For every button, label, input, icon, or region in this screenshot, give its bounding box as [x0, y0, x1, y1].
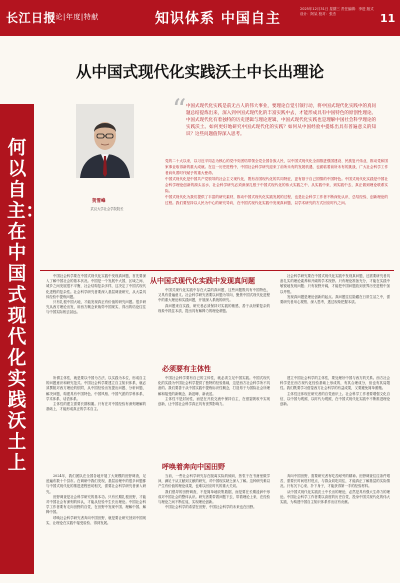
body-paragraph: 建立中国社会科学的主体性，要处理好中国与西方的关系。西方社会科学是在西方现代化经验基础上形成的，有其合理成分，但也有其局限性。我们既要学习借鉴西方社会科学的有益成果，又要避免简单照搬。: [280, 376, 390, 391]
body-paragraph: 2024年，我们团队在全国各地开展了大规模的田野调查，足迹遍布数十个县市。在调研中我们发现，基层治理中的很多问题都与中国式现代化的推进进程密切相关，需要社会科学研究者深入研究。: [46, 474, 146, 494]
body-paragraph: 我们倡导的田野调查，不是简单地收集数据，而是要在长期浸润中形成对中国社会的整体认识。研究者要带着问题下去，带着理论上来，在经验与理论之间不断往返，实现理论创新。: [158, 489, 270, 505]
body-paragraph: 中国式现代化实践中存在大量的真问题，这些问题既具有中国特色，又具有普遍意义。社会科学研究者要以问题为导向，聚焦中国式现代化进程中的重大理论和实践问题，开展深入系统的研究。: [158, 288, 270, 303]
body-column: [158, 288, 270, 362]
lead-paragraph: 党的二十大以来，以习近平同志为核心的党中央团结带领全党全国各族人民，以中国式现代化全面推进强国建设、民族复兴伟业，推动党和国家事业取得新的重大成就。在这一历史进程中，中国社会科学研究迎来了前所未有的发展机遇，也面临着前所未有的挑战，广大社会科学工作者肩负着时代赋予的重大使命。: [165, 159, 388, 175]
intro-summary: 中国式现代化实践是前无古人的伟大事业，要理论自觉引领行动，将中国式现代化实践中的真问题总结提炼出来，深入到中国式现代化的丰富实践中去，才能形成具有中国特色的原创性理论。中国式现代化有着独特的历史逻辑与理论逻辑，中国式现代化实践也是理解中国社会科学理论的实践沃土。如何更好地研究中国式现代化的实践？如何从中国经验中提炼出具有普遍意义的知识？这些问题值得深入思考。: [186, 104, 376, 137]
body-paragraph: 发现真问题是理论创新的起点。真问题往往隐藏在日常生活之中，需要研究者用心观察、深入思考，透过现象把握本质。: [280, 294, 390, 305]
body-paragraph: 主体性不是封闭性，而是在开放交流中保持自主，在借鉴吸收中实现创新，让中国社会科学真正具有世界影响力。: [158, 396, 270, 407]
section-divider: [40, 270, 394, 271]
portrait-image: [76, 104, 134, 178]
body-paragraph: 当前，一些社会科学研究存在脱离实际的倾向，热衷于在书斋里做学问，满足于从文献到文献的研究，对中国现实缺乏深入了解。这种研究难以产生有价值的理论成果，也难以回应时代的重大关切。: [158, 474, 270, 489]
column-title: 知识体系 中国自主: [155, 11, 281, 27]
lead-paragraph: 中国式现代化为我们提供了丰富的研究素材，推动中国式现代化实践发展的过程，也是社会科学工作者不断深化认识、总结经验、创新理论的过程。我们要坚持以人民为中心的研究导向，在中国式现代化实践中发现真问题，以学术研究的方式回应时代之问。: [165, 195, 388, 205]
body-paragraph: 从中国式现代化实践沃土中长出的理论，必然是具有强大生命力的理论。中国社会科学工作者要以高度的历史自觉，投身中国式现代化的伟大实践，为构建中国自主知识体系作出应有贡献。: [280, 489, 390, 505]
subheading-3: 呼唤着奔向中国田野: [162, 462, 225, 471]
subheading-1: 从中国式现代化实践中发现真问题: [150, 276, 255, 285]
body-paragraph: 田野调查是社会科学研究的基本功。只有长期扎根田野，才能对中国社会有深刻的体认，才能从经验中生长出理论。中国社会科学工作者要有走向田野的自觉，在田野中发现中国、理解中国、解释中国。: [46, 494, 146, 515]
author-title: 武汉大学社会学院院长: [90, 207, 124, 211]
body-column: [158, 376, 270, 460]
lead-section: [165, 158, 388, 206]
quote-mark-icon: “: [172, 93, 187, 126]
issue-meta: 2025年12月31日 星期三 责任编辑：李进 版式设计：阿呆 校对：张杰: [300, 7, 374, 16]
author-portrait: [76, 104, 134, 178]
body-column: [46, 474, 146, 576]
body-column: [280, 474, 390, 576]
body-column: [46, 274, 146, 362]
body-paragraph: 真问题来自实践，研究者必须保持对实践的敏感，善于从纷繁复杂的现象中抓住本质，提出具有解释力的理论命题。: [158, 303, 270, 313]
body-paragraph: 中国社会科学的希望在田野，中国社会科学的未来也在田野。: [165, 505, 257, 510]
author-name: 贺雪峰: [92, 199, 106, 204]
headline: 从中国式现代化实践沃土中长出理论: [75, 63, 324, 81]
body-paragraph: 社会科学研究要在中国式现代化实践中发现真问题，还需要研究者具备扎实的理论素养和开阔的学术视野。只有理论准备充分，才能在实践中敏锐地发现问题；只有视野开阔，才能把中国问题放到世界历史进程中加以考察。: [280, 274, 390, 294]
body-paragraph: 所谓主体性，就是要以中国为方法、以实践为本位，形成自主的问题意识和研究范式。中国社会科学要建立自主知识体系，就必须摆脱对西方理论的依附，从中国经验出发提出问题、分析问题、解决问题，构建具有中国特色、中国风格、中国气派的学科体系、学术体系、话语体系。: [46, 376, 146, 401]
masthead: [0, 0, 400, 36]
body-column: [46, 376, 146, 460]
body-paragraph: 呼唤社会科学研究者奔向中国田野，就是要让研究回到中国现实，让理论在实践中接受检验、得到发展。: [46, 515, 146, 525]
page-number: 11: [380, 12, 396, 25]
body-column: [280, 274, 390, 362]
body-column: [158, 474, 270, 576]
body-paragraph: 只有扎根中国大地，才能发现真正有价值的研究问题。很多研究从西方理论出发，用西方概念来裁剪中国现实，得出的结论往往与中国实际相去甚远。: [46, 300, 146, 315]
lead-paragraph: 中国式现代化是中国共产党领导的社会主义现代化，既有各国现代化的共同特征，更有基于自己国情的中国特色。中国式现代化实践是中国社会科学理论创新的源头活水，社会科学研究必须深深扎根于中国式现代化的伟大实践之中，从实践中来，到实践中去，真正做到理论联系实际。: [165, 177, 388, 193]
body-paragraph: 主体性的建立需要长期积累。只有在对中国经验有深刻理解的基础上，才能形成真正的学术自主。: [46, 402, 146, 412]
body-paragraph: 奔向中国田野，需要研究者有吃苦耐劳的精神。田野调查往往条件艰苦，需要长时间驻村驻点，与群众同吃同住，才能真正了解基层的实际情况。只有沉下心来、扑下身子，才能获得第一手的经验材料。: [280, 474, 390, 489]
body-paragraph: 中国社会科学要在中国式现代化实践中发现真问题，首先要深入了解中国社会的基本状况。中国是一个发展中大国，区域之间、城乡之间发展很不平衡，社会结构复杂多样，这决定了中国式现代化进程的复杂性。社会科学研究者要深入基层调查研究，从大量具体经验中提炼问题。: [46, 274, 146, 299]
vertical-title: 何以自主：在中国式现代化实践沃土上: [7, 138, 45, 474]
subheading-2: 必须要有主体性: [162, 364, 211, 373]
body-column: [280, 376, 390, 460]
body-paragraph: 中国社会科学要有自己的主体性，就必须立足中国实践。中国式现代化的实践为中国社会科学提供了独特的经验基础，这是西方社会科学所不具备的。我们要善于从中国实践中提炼标识性概念，打造易于为国际社会所理解和接受的新概念、新范畴、新表述。: [158, 376, 270, 396]
paper-name: 长江日报: [6, 11, 57, 25]
section-label: 理论|年度|特献: [48, 13, 99, 21]
body-paragraph: 主体性还体现在研究者的自觉意识上。社会科学工作者要增强文化自信，以中国为观照、以时代为观照，在中国式现代化实践中不断推进理论创新。: [280, 391, 390, 407]
